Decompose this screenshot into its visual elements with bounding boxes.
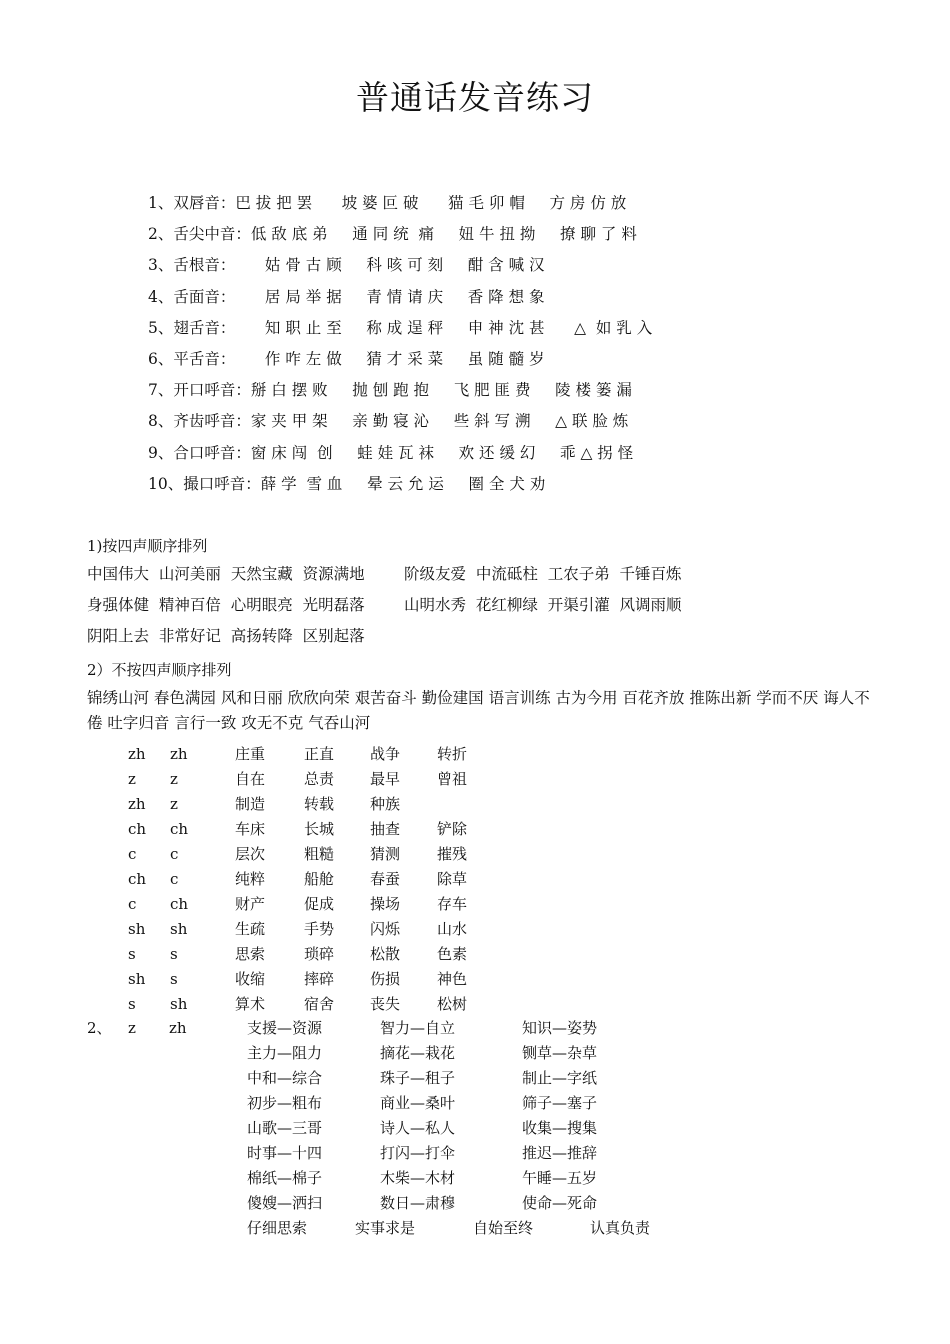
word-pair-cell: 铡草—杂草 [522, 1044, 598, 1062]
word-pair-cell: 主力—阻力 [247, 1044, 323, 1062]
word-cell: 最早 [370, 770, 401, 788]
word-pair-cell: 打闪—打伞 [380, 1144, 456, 1162]
initial-cell: z [128, 1019, 136, 1037]
drill-row: 3、舌根音： 姑 骨 古 顾 科 咳 可 刻 酣 含 喊 汉 [148, 256, 545, 275]
contrast-row [87, 1066, 787, 1091]
word-cell: 操场 [370, 895, 401, 913]
drill-row: 2、舌尖中音：低 敌 底 弟 通 同 统 痛 妞 牛 扭 拗 撩 聊 了 料 [148, 225, 637, 244]
pair-row [128, 992, 728, 1017]
idiom-row: 中国伟大 山河美丽 天然宝藏 资源满地 阶级友爱 中流砥柱 工农子弟 千锤百炼 [87, 565, 682, 583]
word-cell: 生疏 [235, 920, 266, 938]
pair-row [128, 917, 728, 942]
word-cell: 纯粹 [235, 870, 266, 888]
word-cell: 车床 [235, 820, 266, 838]
drill-row: 4、舌面音： 居 局 举 据 青 情 请 庆 香 降 想 象 [148, 287, 545, 306]
word-pair-cell: 数日—肃穆 [380, 1194, 456, 1212]
initial-cell: z [170, 770, 178, 788]
word-cell: 神色 [437, 970, 468, 988]
initial-cell: s [170, 945, 178, 963]
word-pair-cell: 棉纸—棉子 [247, 1169, 323, 1187]
word-pair-cell: 制止—字纸 [522, 1069, 598, 1087]
word-cell: 思索 [235, 945, 266, 963]
four-tone-idioms [87, 559, 887, 652]
initial-cell: c [128, 895, 137, 913]
word-cell: 摧残 [437, 845, 468, 863]
initial-cell: ch [128, 820, 147, 838]
pair-row [128, 942, 728, 967]
drill-row: 9、合口呼音：窗 床 闯 创 蛙 娃 瓦 袜 欢 还 缓 幻 乖 △ 拐 怪 [148, 443, 634, 462]
initials-drill-list [148, 188, 928, 500]
drill-row: 5、翅舌音： 知 职 止 至 称 成 逞 秤 申 神 沈 甚 △ 如 乳 入 [148, 318, 653, 337]
mixed-tone-idioms-paragraph: 锦绣山河 春色满园 风和日丽 欣欣向荣 艰苦奋斗 勤俭建国 语言训练 古为今用 百花齐放 推陈出新 学而不厌 诲人不倦 吐字归音 言行一致 攻无不克 气吞山河 [87, 689, 870, 732]
idiom-row: 阴阳上去 非常好记 高扬转降 区别起落 [87, 627, 365, 645]
word-pair-cell: 筛子—塞子 [522, 1094, 598, 1112]
pair-row [128, 867, 728, 892]
section-number: 2、 [87, 1019, 112, 1037]
initial-cell: sh [170, 920, 188, 938]
word-pair-cell: 商业—桑叶 [380, 1094, 456, 1112]
word-pair-cell: 知识—姿势 [522, 1019, 598, 1037]
pair-row [128, 967, 728, 992]
word-cell: 猜测 [370, 845, 401, 863]
contrast-row [87, 1016, 787, 1041]
word-cell: 除草 [437, 870, 468, 888]
word-cell: 战争 [370, 745, 401, 763]
word-cell: 长城 [304, 820, 335, 838]
initial-cell: s [128, 945, 136, 963]
word-cell: 闪烁 [370, 920, 401, 938]
phrase-cell: 仔细思索 [247, 1219, 308, 1237]
initial-cell: z [128, 770, 136, 788]
drill-row: 8、齐齿呼音：家 夹 甲 架 亲 勤 寝 沁 些 斜 写 溯 △ 联 脸 炼 [148, 412, 629, 431]
word-cell: 正直 [304, 745, 335, 763]
contrast-row [87, 1141, 787, 1166]
pair-row [128, 742, 728, 767]
pair-row [128, 792, 728, 817]
word-pair-cell: 珠子—租子 [380, 1069, 456, 1087]
initial-cell: c [170, 845, 179, 863]
word-cell: 琐碎 [304, 945, 335, 963]
word-pair-cell: 木柴—木材 [380, 1169, 456, 1187]
initial-cell: zh [169, 1019, 187, 1037]
contrast-row [87, 1216, 787, 1241]
word-pair-cell: 智力—自立 [380, 1019, 456, 1037]
initial-cell: ch [170, 820, 189, 838]
initial-cell: c [170, 870, 179, 888]
word-cell: 存车 [437, 895, 468, 913]
word-pair-cell: 摘花—栽花 [380, 1044, 456, 1062]
initial-cell: c [128, 845, 137, 863]
word-cell: 抽查 [370, 820, 401, 838]
word-cell: 色素 [437, 945, 468, 963]
idiom-row: 身强体健 精神百倍 心明眼亮 光明磊落 山明水秀 花红柳绿 开渠引灌 风调雨顺 [87, 596, 682, 614]
word-pair-cell: 使命—死命 [522, 1194, 598, 1212]
initial-pairs-table [128, 742, 728, 1017]
word-cell: 制造 [235, 795, 266, 813]
pair-row [128, 767, 728, 792]
word-cell: 山水 [437, 920, 468, 938]
pair-row [128, 892, 728, 917]
contrast-row [87, 1166, 787, 1191]
word-cell: 促成 [304, 895, 335, 913]
word-cell: 总责 [304, 770, 335, 788]
initial-cell: ch [128, 870, 147, 888]
word-cell: 丧失 [370, 995, 401, 1013]
word-cell: 伤损 [370, 970, 401, 988]
word-cell: 转折 [437, 745, 468, 763]
contrast-row [87, 1091, 787, 1116]
word-cell: 摔碎 [304, 970, 335, 988]
word-cell: 船舱 [304, 870, 335, 888]
contrast-words-table [87, 1016, 787, 1241]
word-cell: 种族 [370, 795, 401, 813]
word-pair-cell: 初步—粗布 [247, 1094, 323, 1112]
drill-row: 10、撮口呼音：薛 学 雪 血 晕 云 允 运 圈 全 犬 劝 [148, 474, 546, 493]
word-cell: 收缩 [235, 970, 266, 988]
word-pair-cell: 傻嫂—洒扫 [247, 1194, 323, 1212]
word-cell: 转载 [304, 795, 335, 813]
word-pair-cell: 收集—搜集 [522, 1119, 598, 1137]
drill-row: 1、双唇音：巴 拔 把 罢 坡 婆 叵 破 猫 毛 卯 帽 方 房 仿 放 [148, 194, 627, 212]
pair-row [128, 842, 728, 867]
word-pair-cell: 时事—十四 [247, 1144, 323, 1162]
word-cell: 算术 [235, 995, 266, 1013]
contrast-row [87, 1191, 787, 1216]
word-pair-cell: 诗人—私人 [380, 1119, 456, 1137]
initial-cell: ch [170, 895, 189, 913]
initial-cell: sh [128, 920, 146, 938]
phrase-cell: 认真负责 [590, 1219, 651, 1237]
drill-row: 7、开口呼音：掰 白 摆 败 抛 刨 跑 抱 飞 肥 匪 费 陵 楼 篓 漏 [148, 381, 632, 400]
word-cell: 松树 [437, 995, 468, 1013]
word-cell: 松散 [370, 945, 401, 963]
word-cell: 自在 [235, 770, 266, 788]
section-heading-mixed-tones: 2）不按四声顺序排列 [87, 661, 232, 679]
initial-cell: s [170, 970, 178, 988]
initial-cell: zh [128, 745, 146, 763]
word-cell: 宿舍 [304, 995, 335, 1013]
initial-cell: zh [128, 795, 146, 813]
word-cell: 财产 [235, 895, 266, 913]
phrase-cell: 自始至终 [473, 1219, 534, 1237]
contrast-row [87, 1041, 787, 1066]
word-pair-cell: 中和—综合 [247, 1069, 323, 1087]
word-cell: 曾祖 [437, 770, 468, 788]
initial-cell: zh [170, 745, 188, 763]
word-cell: 庄重 [235, 745, 266, 763]
word-pair-cell: 支援—资源 [247, 1019, 323, 1037]
word-cell: 粗糙 [304, 845, 335, 863]
initial-cell: sh [128, 970, 146, 988]
phrase-cell: 实事求是 [355, 1219, 416, 1237]
word-pair-cell: 山歌—三哥 [247, 1119, 323, 1137]
contrast-row [87, 1116, 787, 1141]
initial-cell: s [128, 995, 136, 1013]
page-title: 普通话发音练习 [356, 78, 594, 117]
initial-cell: sh [170, 995, 188, 1013]
section-heading-four-tones: 1)按四声顺序排列 [87, 537, 208, 555]
word-cell: 铲除 [437, 820, 468, 838]
initial-cell: z [170, 795, 178, 813]
word-cell: 春蚕 [370, 870, 401, 888]
word-pair-cell: 推迟—推辞 [522, 1144, 598, 1162]
word-pair-cell: 午睡—五岁 [522, 1169, 598, 1187]
word-cell: 层次 [235, 845, 266, 863]
drill-row: 6、平舌音： 作 咋 左 做 猜 才 采 菜 虽 随 髓 岁 [148, 349, 545, 368]
word-cell: 手势 [304, 920, 335, 938]
pair-row [128, 817, 728, 842]
